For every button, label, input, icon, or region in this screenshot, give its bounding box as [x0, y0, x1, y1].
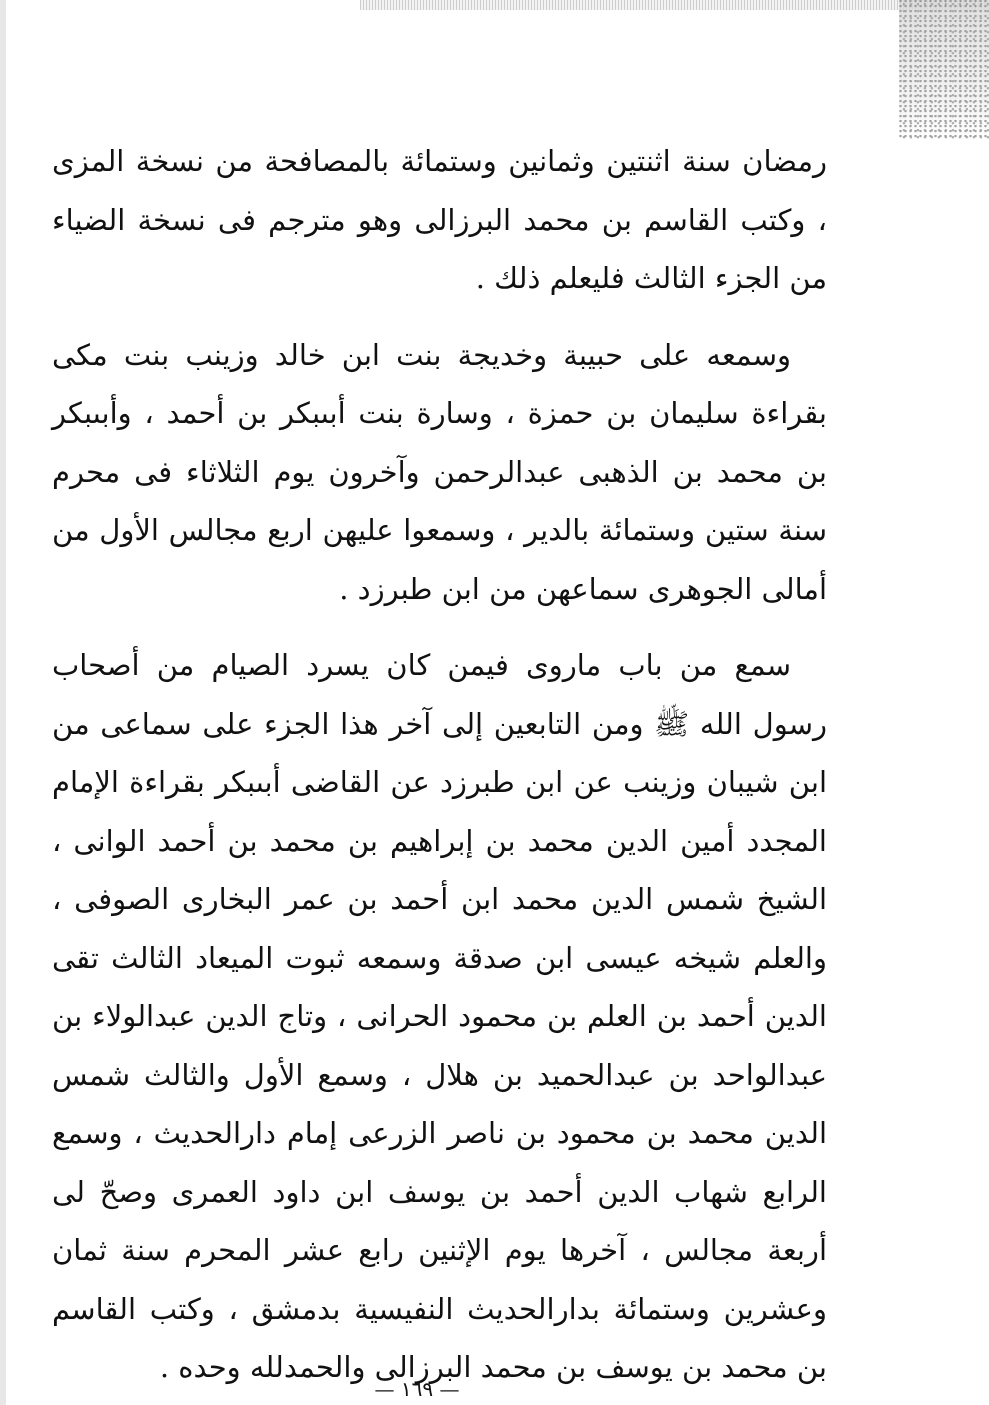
- scan-top-edge: [360, 0, 989, 10]
- scan-spine-shadow: [0, 0, 6, 1405]
- scan-corner-noise: [899, 0, 989, 140]
- page-text: [52, 132, 827, 1397]
- paragraph-3: سمع من باب ماروى فيمن كان يسرد الصيام من أصحاب رسول الله ﷺ ومن التابعين إلى آخر هذا الجزء على سماعى من ابن شيبان وزينب عن ابن طبرزد عن القاضى أبىبكر بقراءة الإمام المجدد أمين الدين محمد بن إبراهيم بن محمد بن أحمد الوانى ، الشيخ شمس الدين محمد ابن أحمد بن عمر البخارى الصوفى ، والعلم شيخه عيسى ابن صدقة وسمعه ثبوت الميعاد الثالث تقى الدين أحمد بن العلم بن محمود الحرانى ، وتاج الدين عبدالولاء بن عبدالواحد بن عبدالحميد بن هلال ، وسمع الأول والثالث شمس الدين محمد بن محمود بن ناصر الزرعى إمام دارالحديث ، وسمع الرابع شهاب الدين أحمد بن يوسف ابن داود العمرى وصحّ لى أربعة مجالس ، آخرها يوم الإثنين رابع عشر المحرم سنة ثمان وعشرين وستمائة بدارالحديث النفيسية بدمشق ، وكتب القاسم بن محمد بن يوسف بن محمد البرزالى والحمدلله وحده .: [52, 648, 827, 1384]
- paragraph-1: رمضان سنة اثنتين وثمانين وستمائة بالمصافحة من نسخة المزى ، وكتب القاسم بن محمد البرزالى وهو مترجم فى نسخة الضياء من الجزء الثالث فليعلم ذلك .: [52, 144, 827, 295]
- paragraph-2: وسمعه على حبيبة وخديجة بنت ابن خالد وزينب بنت مكى بقراءة سليمان بن حمزة ، وسارة بنت أبىبكر بن أحمد ، وأبىبكر بن محمد بن الذهبى عبدالرحمن وآخرون يوم الثلاثاء فى محرم سنة ستين وستمائة بالدير ، وسمعوا عليهن اربع مجالس الأول من أمالى الجوهرى سماعهن من ابن طبرزد .: [52, 337, 827, 606]
- page-number: — ١٦٩ —: [374, 1377, 460, 1401]
